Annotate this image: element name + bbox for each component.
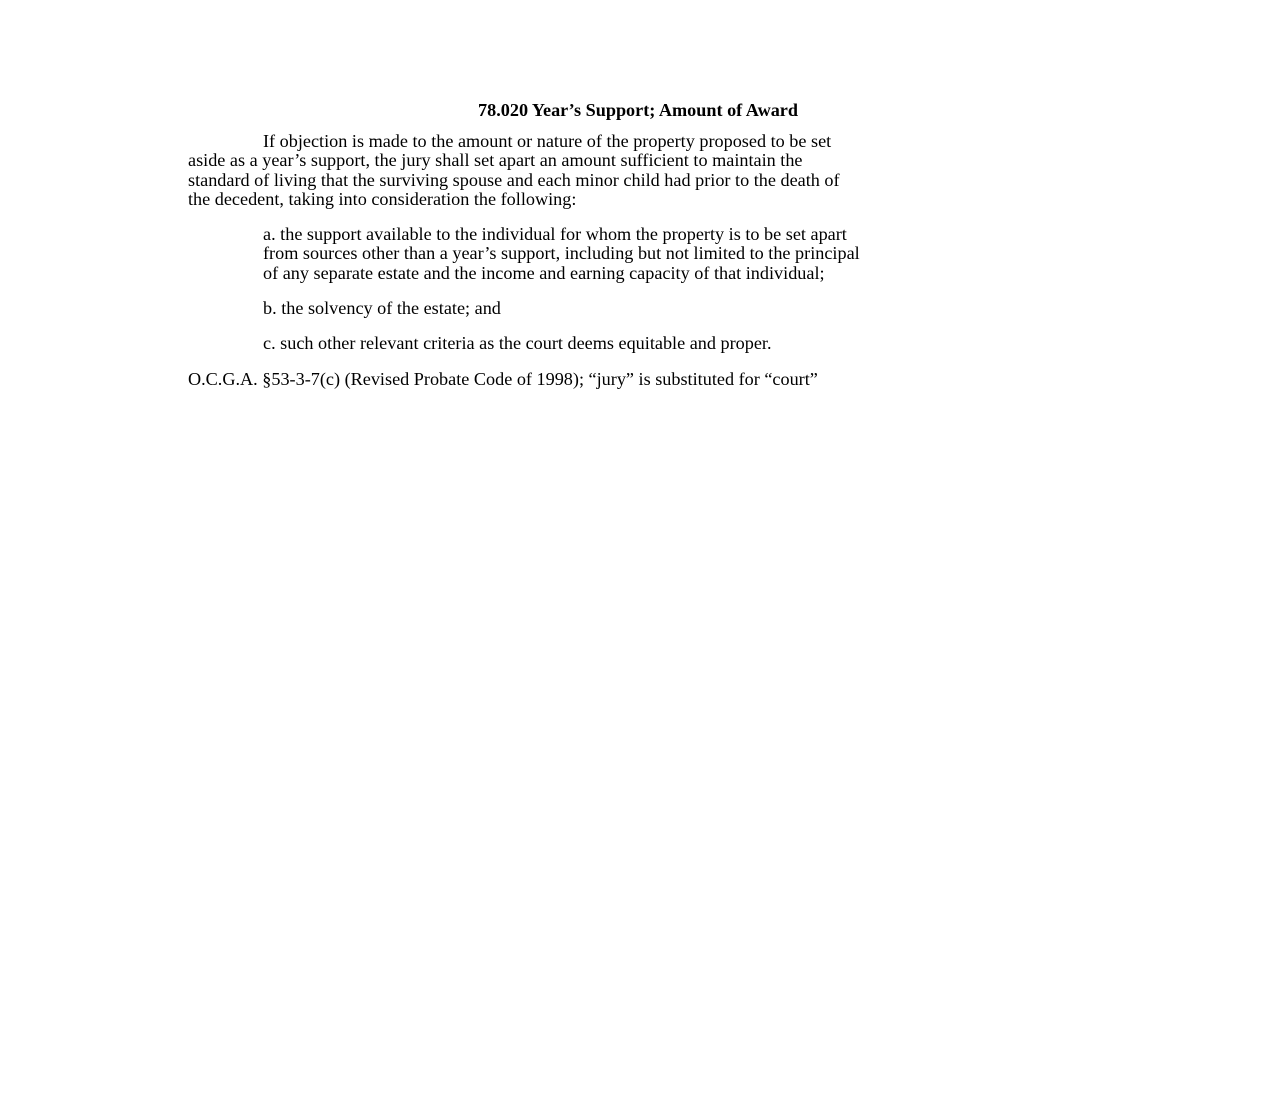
item-b-text: b. the solvency of the estate; and xyxy=(263,298,501,319)
intro-line-2: aside as a year’s support, the jury shall set apart an amount sufficient to maintain the xyxy=(188,150,803,171)
intro-line-4: the decedent, taking into consideration the following: xyxy=(188,188,577,209)
item-c-text: c. such other relevant criteria as the court deems equitable and proper. xyxy=(263,333,772,354)
statute-citation: O.C.G.A. §53-3-7(c) (Revised Probate Code of 1998); “jury” is substituted for “court” xyxy=(188,368,818,389)
item-a-line-1: a. the support available to the individual for whom the property is to be set apart xyxy=(263,224,847,245)
document-page xyxy=(188,98,1088,389)
intro-line-1: If objection is made to the amount or nature of the property proposed to be set xyxy=(263,131,832,151)
section-title: 78.020 Year’s Support; Amount of Award xyxy=(478,100,798,120)
intro-line-3: standard of living that the surviving spouse and each minor child had prior to the death of xyxy=(188,169,840,190)
item-a-line-3: of any separate estate and the income and earning capacity of that individual; xyxy=(263,262,825,283)
list-item-a xyxy=(263,225,1088,283)
list-item-b xyxy=(263,299,1088,318)
list-item-c xyxy=(263,334,1088,353)
item-a-line-2: from sources other than a year’s support, including but not limited to the principal xyxy=(263,243,860,264)
intro-paragraph xyxy=(188,132,1088,209)
